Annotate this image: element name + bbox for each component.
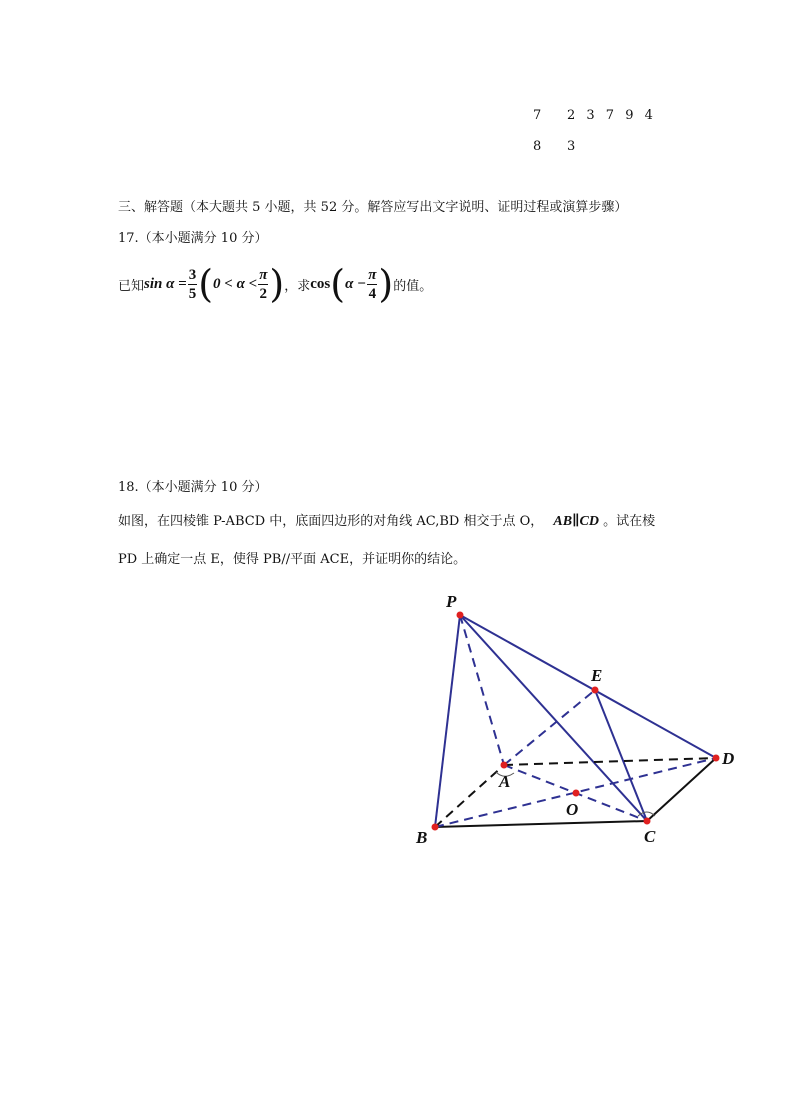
label-C: C [644,827,656,846]
segment-EC [595,690,647,821]
stem-leaf-row-2 [533,139,575,155]
point-E [592,687,599,694]
label-A: A [499,772,511,791]
fraction-numerator: 3 [188,266,197,283]
q18-line1-text: 如图，在四棱锥 P-ABCD 中，底面四边形的对角线 AC,BD 相交于点 O， [118,514,544,529]
q17-prefix: 已知 [118,278,145,294]
cos-expression: cos [310,275,331,292]
label-O: O [566,800,579,819]
left-paren: ( [198,262,214,306]
leaf-values: 3 [567,139,576,154]
q17-statement [118,262,432,306]
fraction-numerator: π [368,266,377,283]
point-O [573,790,580,797]
right-paren: ) [269,262,285,306]
stem-value: 8 [533,139,542,154]
point-B [432,824,439,831]
edge-PC [460,615,647,821]
stem-value: 7 [533,108,542,123]
left-paren: ( [330,262,346,306]
fraction-pi-2 [258,266,268,303]
stem-leaf-row-1 [533,108,653,124]
fraction-pi-4 [367,266,377,303]
edge-PB [435,615,460,827]
q18-line-2: PD 上确定一点 E，使得 PB//平面 ACE，并证明你的结论。 [118,552,467,567]
alpha-range: 0 < α < [213,275,258,292]
parallel-expression: AB∥CD [553,514,599,529]
segment-AE [504,690,595,765]
label-B: B [416,828,428,847]
edge-BC [435,821,647,827]
edge-PD [460,615,716,758]
alpha-minus: α − [345,275,367,292]
point-C [644,818,651,825]
q17-suffix: 的值。 [393,278,433,294]
leaf-values: 2 3 7 9 4 [567,108,653,123]
right-paren: ) [378,262,394,306]
point-D [713,755,720,762]
point-P [457,612,464,619]
q18-title: 18.（本小题满分 10 分） [118,480,268,495]
label-E: E [591,666,603,685]
pyramid-figure [400,590,760,860]
fraction-denominator: 4 [368,285,377,302]
q17-mid: ，求 [284,278,311,294]
edge-CD [647,758,716,821]
edge-PA [460,615,504,765]
q18-line-1 [118,514,655,530]
fraction-denominator: 5 [188,285,197,302]
sin-expression: sin α = [144,275,187,292]
edge-AD [504,758,716,765]
fraction-numerator: π [259,266,268,283]
label-D: D [722,749,735,768]
q17-title: 17.（本小题满分 10 分） [118,231,268,246]
label-P: P [446,592,457,611]
fraction-3-5 [188,266,198,303]
fraction-denominator: 2 [259,285,268,302]
point-A [501,762,508,769]
section-heading: 三、解答题（本大题共 5 小题，共 52 分。解答应写出文字说明、证明过程或演算步骤） [118,200,628,215]
q18-line1-end: 。试在棱 [603,514,656,529]
